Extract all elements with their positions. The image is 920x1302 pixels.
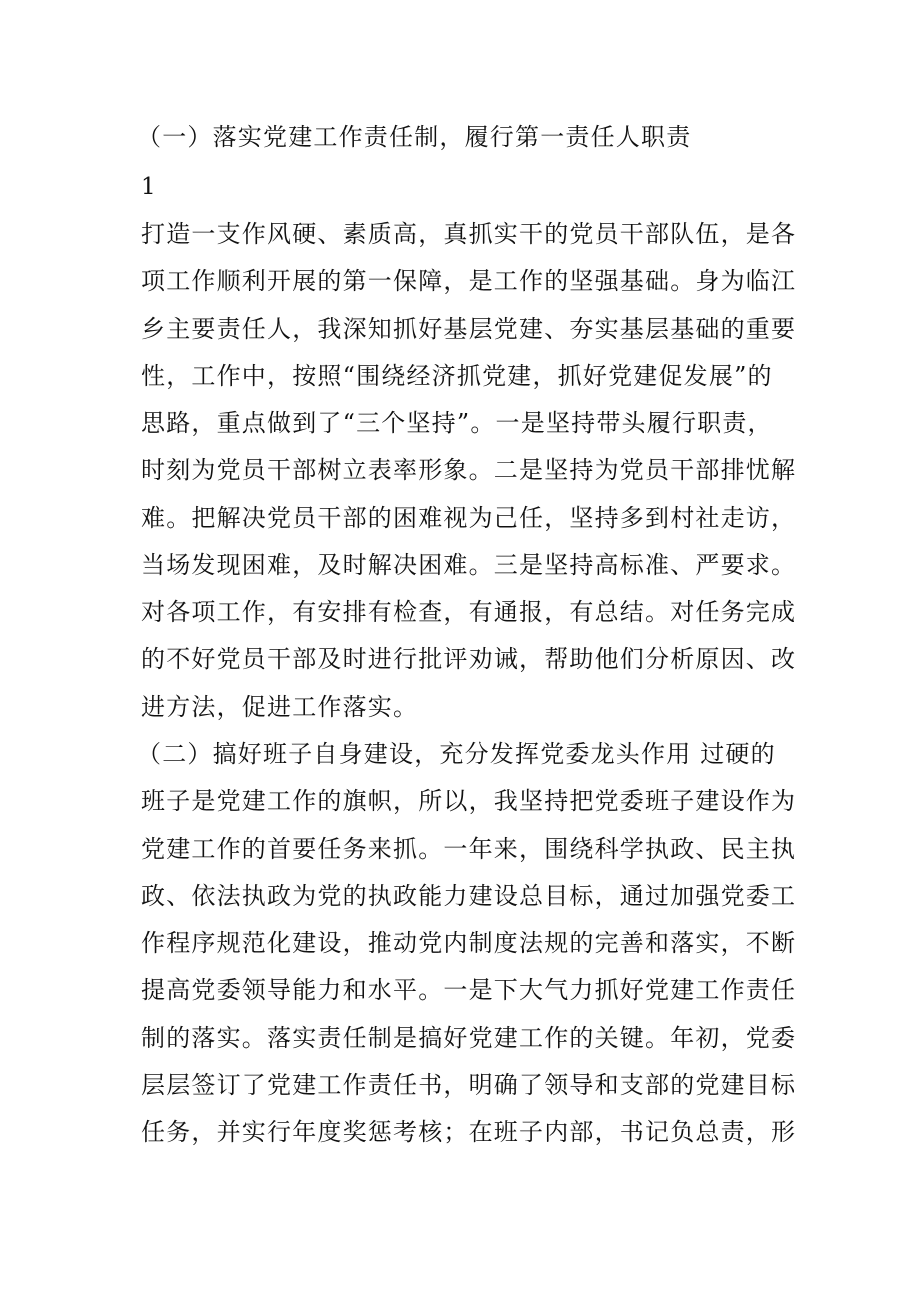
heading-section-1: （一）落实党建工作责任制，履行第一责任人职责	[137, 123, 692, 151]
paragraph-line: 任务，并实行年度奖惩考核；在班子内部，书记负总责，形	[141, 1118, 797, 1146]
paragraph-line: 班子是党建工作的旗帜，所以，我坚持把党委班子建设作为	[141, 787, 797, 815]
paragraph-line: 思路，重点做到了“三个坚持”。一是坚持带头履行职责，	[141, 409, 773, 437]
paragraph-line: 时刻为党员干部树立表率形象。二是坚持为党员干部排忧解	[141, 456, 797, 484]
paragraph-line: 党建工作的首要任务来抓。一年来，围绕科学执政、民主执	[141, 835, 797, 863]
paragraph-line: 性，工作中，按照“围绕经济抓党建，抓好党建促发展”的	[141, 362, 773, 390]
paragraph-line: 对各项工作，有安排有检查，有通报，有总结。对任务完成	[141, 598, 797, 626]
paragraph-line: 作程序规范化建设，推动党内制度法规的完善和落实，不断	[141, 929, 797, 957]
paragraph-line: 进方法，促进工作落实。	[141, 693, 419, 721]
paragraph-line: 乡主要责任人，我深知抓好基层党建、夯实基层基础的重要	[141, 315, 797, 343]
heading-section-2: （二）搞好班子自身建设，充分发挥党委龙头作用 过硬的	[137, 740, 776, 768]
paragraph-line: 层层签订了党建工作责任书，明确了领导和支部的党建目标	[141, 1071, 797, 1099]
paragraph-line: 提高党委领导能力和水平。一是下大气力抓好党建工作责任	[141, 976, 797, 1004]
paragraph-line: 难。把解决党员干部的困难视为己任，坚持多到村社走访，	[141, 504, 797, 532]
paragraph-line: 项工作顺利开展的第一保障，是工作的坚强基础。身为临江	[141, 267, 797, 295]
paragraph-line: 当场发现困难，及时解决困难。三是坚持高标准、严要求。	[141, 551, 797, 579]
page-number-text: 1	[141, 174, 157, 200]
paragraph-line: 的不好党员干部及时进行批评劝诫，帮助他们分析原因、改	[141, 645, 797, 673]
paragraph-line: 政、依法执政为党的执政能力建设总目标，通过加强党委工	[141, 882, 797, 910]
paragraph-line: 打造一支作风硬、素质高，真抓实干的党员干部队伍，是各	[141, 220, 797, 248]
paragraph-line: 制的落实。落实责任制是搞好党建工作的关键。年初，党委	[141, 1024, 797, 1052]
